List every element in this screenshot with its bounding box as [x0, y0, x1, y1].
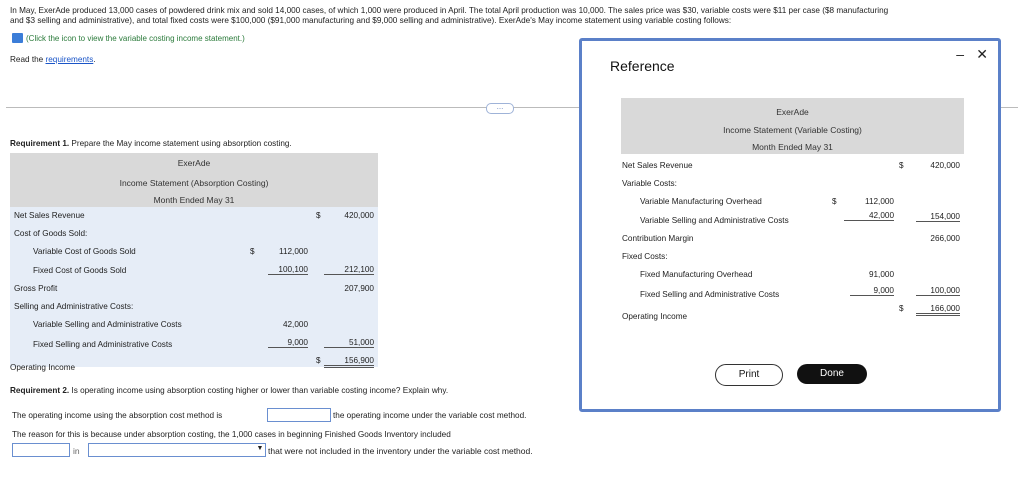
row-var-sga: Variable Selling and Administrative Costs — [33, 320, 182, 329]
line3-post: that were not included in the inventory under the variable cost method. — [268, 446, 533, 456]
higher-lower-input[interactable] — [267, 408, 331, 422]
statement-period: Month Ended May 31 — [153, 195, 235, 205]
read-suffix: . — [93, 55, 96, 64]
read-prefix: Read the — [10, 55, 46, 64]
value-op-income: 166,000 — [916, 304, 960, 316]
row-fixed-sga: Fixed Selling and Administrative Costs — [33, 340, 173, 349]
req2-label: Requirement 2. — [10, 386, 70, 395]
dialog-title: Reference — [610, 58, 675, 74]
hint-text[interactable]: (Click the icon to view the variable costing income statement.) — [26, 33, 245, 43]
reference-dialog — [579, 38, 1001, 412]
document-icon[interactable] — [12, 33, 23, 43]
absorption-income-statement — [10, 153, 378, 375]
value-fixed-sga: 9,000 — [268, 338, 308, 348]
minimize-icon[interactable]: – — [956, 46, 964, 62]
print-button[interactable]: Print — [715, 364, 783, 386]
intro-line-1: In May, ExerAde produced 13,000 cases of powdered drink mix and sold 14,000 cases, of which 1,000 were produced in April. The total April production was 10,000. The sales price was $30, variable costs were $11 per case ($8 manufacturing — [10, 6, 889, 15]
value-fixed-sga: 9,000 — [850, 286, 894, 296]
row-cogs: Cost of Goods Sold: — [14, 229, 88, 238]
more-button[interactable]: … — [486, 103, 514, 114]
value-op-income: 156,900 — [324, 356, 374, 368]
row-fixed-costs: Fixed Costs: — [622, 252, 668, 261]
row-fixed-cogs: Fixed Cost of Goods Sold — [33, 266, 127, 275]
req2-text: Is operating income using absorption costing higher or lower than variable costing income? Explain why. — [69, 386, 449, 395]
value-var-sga: 42,000 — [282, 320, 308, 329]
dollar-sign: $ — [250, 247, 255, 256]
view-statement-link[interactable] — [12, 33, 245, 43]
dropdown-arrow-icon[interactable]: ▼ — [256, 445, 264, 452]
statement-title: Income Statement (Variable Costing) — [723, 125, 862, 135]
row-net-sales: Net Sales Revenue — [14, 211, 85, 220]
in-label: in — [73, 446, 80, 456]
requirement-1-heading — [10, 139, 292, 148]
value-gross-profit: 207,900 — [344, 284, 374, 293]
line1-post: the operating income under the variable cost method. — [333, 411, 527, 420]
row-gross-profit: Gross Profit — [14, 284, 58, 293]
value-fixed-cogs: 100,100 — [268, 265, 308, 275]
dollar-sign: $ — [899, 304, 904, 313]
dollar-sign: $ — [832, 197, 837, 206]
value-fixed-moh: 91,000 — [868, 270, 894, 279]
value-total-sga: 51,000 — [324, 338, 374, 348]
row-net-sales: Net Sales Revenue — [622, 161, 693, 170]
value-var-cogs: 112,000 — [279, 247, 308, 256]
answer-line-1 — [12, 411, 527, 420]
row-fixed-sga: Fixed Selling and Administrative Costs — [640, 290, 780, 299]
answer-line-2: The reason for this is because under absorption costing, the 1,000 cases in beginning Finished Goods Inventory included — [12, 430, 451, 439]
company-name: ExerAde — [776, 107, 809, 117]
req1-text: Prepare the May income statement using absorption costing. — [69, 139, 292, 148]
row-var-costs: Variable Costs: — [622, 179, 677, 188]
row-fixed-moh: Fixed Manufacturing Overhead — [640, 270, 753, 279]
req1-label: Requirement 1. — [10, 139, 70, 148]
line1-pre: The operating income using the absorption cost method is — [12, 411, 223, 420]
statement-period: Month Ended May 31 — [752, 142, 833, 152]
statement-title: Income Statement (Absorption Costing) — [119, 178, 269, 188]
row-var-sga: Variable Selling and Administrative Costs — [640, 216, 789, 225]
requirement-2-heading — [10, 386, 448, 395]
value-cm: 266,000 — [930, 234, 960, 243]
read-requirements — [10, 55, 96, 64]
fixed-cost-input[interactable] — [12, 443, 70, 457]
dollar-sign: $ — [316, 211, 321, 220]
company-name: ExerAde — [177, 158, 211, 168]
row-op-income: Operating Income — [10, 363, 76, 372]
value-total-cogs: 212,100 — [324, 265, 374, 275]
answer-line-3 — [12, 443, 572, 459]
value-net-sales: 420,000 — [344, 211, 374, 220]
inventory-type-select[interactable] — [88, 443, 266, 457]
done-button[interactable]: Done — [797, 364, 867, 384]
value-var-sga: 42,000 — [844, 211, 894, 221]
value-total-var: 154,000 — [916, 212, 960, 222]
value-net-sales: 420,000 — [930, 161, 960, 170]
dollar-sign: $ — [316, 356, 321, 365]
requirements-link[interactable]: requirements — [45, 55, 94, 64]
row-var-cogs: Variable Cost of Goods Sold — [33, 247, 136, 256]
row-sga: Selling and Administrative Costs: — [14, 302, 134, 311]
problem-intro — [10, 6, 1010, 26]
row-cm: Contribution Margin — [622, 234, 694, 243]
intro-line-2: and $3 selling and administrative), and total fixed costs were $100,000 ($91,000 manufacturing and $9,000 selling and administrative). ExerAde's May income statement using variable costing follows: — [10, 16, 732, 25]
dollar-sign: $ — [899, 161, 904, 170]
row-var-moh: Variable Manufacturing Overhead — [640, 197, 762, 206]
value-total-fixed: 100,000 — [916, 286, 960, 296]
row-op-income: Operating Income — [622, 312, 688, 321]
close-icon[interactable]: ✕ — [976, 46, 988, 62]
value-var-moh: 112,000 — [865, 197, 894, 206]
